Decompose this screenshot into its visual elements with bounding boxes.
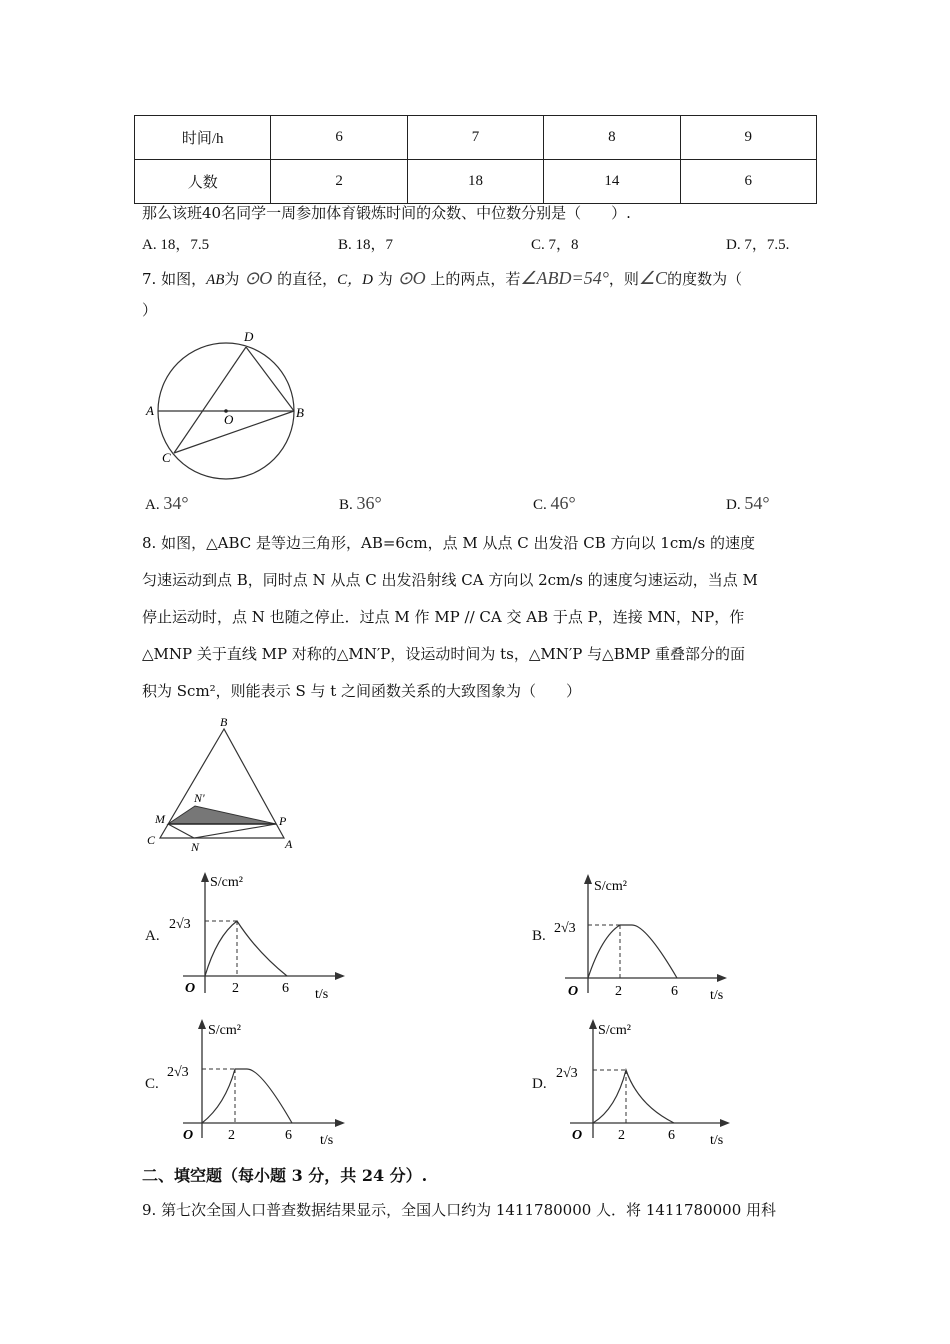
q7-option-b: [339, 493, 382, 514]
label-c: C: [162, 450, 171, 465]
q7-prefix: 7. 如图，: [142, 270, 207, 288]
y-tick-label: 2√3: [556, 1066, 578, 1081]
q6-option-c: C. 7，8: [531, 237, 579, 253]
x-tick-label: 6: [671, 984, 678, 999]
table-cell: 6: [271, 116, 407, 160]
q7-option-a: [145, 493, 189, 514]
y-axis-label: S/cm²: [210, 875, 243, 890]
q6-option-b: B. 18，7: [338, 237, 394, 253]
triangle-figure: [140, 710, 320, 860]
q9-stem: 9. 第七次全国人口普查数据结果显示，全国人口约为 1411780000 人．将 1411780000 用科: [142, 1201, 777, 1219]
q7-stem: [142, 268, 742, 290]
q7-text: ，则: [608, 270, 639, 288]
graph-option-d: [550, 1013, 745, 1148]
table-cell: 14: [544, 160, 680, 204]
q7-text: 的直径，: [277, 270, 338, 288]
x-tick-label: 6: [668, 1128, 675, 1143]
q8-stem-line1: 8. 如图，△ABC 是等边三角形，AB=6cm，点 M 从点 C 出发沿 CB 方向以 1cm/s 的速度: [142, 534, 755, 552]
circle-figure: [140, 320, 340, 490]
q8-stem-line3: 停止运动时，点 N 也随之停止．过点 M 作 MP // CA 交 AB 于点 P，连接 MN，NP，作: [142, 608, 745, 626]
label-b: B: [220, 715, 228, 729]
x-axis-label: t/s: [710, 1133, 724, 1148]
q7-stem-line2: ）: [142, 301, 158, 319]
origin-label: O: [568, 984, 579, 999]
q7-cd: C，D: [337, 272, 373, 288]
q8-stem-line5: 积为 Scm²，则能表示 S 与 t 之间函数关系的大致图象为（ ）: [142, 682, 582, 700]
x-tick-label: 2: [232, 981, 239, 996]
label-d: D: [244, 329, 254, 344]
origin-label: O: [183, 1128, 194, 1143]
table-cell: 2: [271, 160, 407, 204]
section-heading: 二、填空题（每小题 3 分，共 24 分）.: [142, 1166, 428, 1185]
q7-text: 为: [224, 270, 240, 288]
origin-label: O: [185, 981, 196, 996]
q7-ab: AB: [206, 272, 225, 288]
label-n-prime: N': [194, 791, 205, 805]
x-tick-label: 6: [285, 1128, 292, 1143]
option-letter: C.: [533, 497, 547, 513]
q8-stem-line4: △MNP 关于直线 MP 对称的△MN′P，设运动时间为 ts，△MN′P 与△BMP 重叠部分的面: [142, 645, 745, 663]
label-c: C: [147, 833, 156, 847]
option-value: 34°: [163, 493, 189, 513]
q6-option-a: A. 18，7.5: [142, 237, 210, 253]
q8-option-a-label: A.: [145, 928, 160, 944]
graph-option-c: [165, 1013, 360, 1148]
graph-option-a: [165, 868, 360, 1003]
x-tick-label: 2: [615, 984, 622, 999]
q7-option-c: [533, 493, 576, 514]
circle-o-symbol: ⊙O: [397, 268, 426, 288]
option-letter: B.: [339, 497, 353, 513]
table-row: [135, 160, 817, 204]
q7-text: 为: [377, 270, 393, 288]
q7-option-d: [726, 493, 770, 514]
label-m: M: [155, 812, 165, 826]
q7-text: 的度数为（: [667, 270, 743, 288]
y-axis-label: S/cm²: [594, 879, 627, 894]
option-value: 54°: [744, 493, 770, 513]
x-tick-label: 2: [228, 1128, 235, 1143]
table-header-cell: 人数: [135, 160, 271, 204]
graph-option-b: [550, 868, 745, 1003]
table-cell: 18: [407, 160, 543, 204]
angle-c: ∠C: [638, 268, 668, 288]
angle-abd: ∠ABD=54°: [520, 268, 609, 288]
y-axis-label: S/cm²: [598, 1023, 631, 1038]
label-a: A: [285, 837, 293, 851]
x-axis-label: t/s: [320, 1133, 334, 1148]
q8-option-d-label: D.: [532, 1076, 547, 1092]
table-row: [135, 116, 817, 160]
option-letter: D.: [726, 497, 741, 513]
label-a: A: [146, 403, 154, 418]
y-tick-label: 2√3: [554, 921, 576, 936]
circle-o-symbol: ⊙O: [244, 268, 273, 288]
y-tick-label: 2√3: [169, 917, 191, 932]
table-cell: 7: [407, 116, 543, 160]
x-tick-label: 2: [618, 1128, 625, 1143]
q6-option-d: D. 7，7.5.: [726, 237, 790, 253]
table-cell: 6: [680, 160, 816, 204]
option-letter: A.: [145, 497, 160, 513]
label-n: N: [191, 840, 200, 854]
x-axis-label: t/s: [315, 987, 329, 1002]
y-axis-label: S/cm²: [208, 1023, 241, 1038]
q8-option-b-label: B.: [532, 928, 546, 944]
label-o: O: [224, 412, 234, 427]
frequency-table: [134, 115, 817, 204]
q8-option-c-label: C.: [145, 1076, 159, 1092]
table-cell: 9: [680, 116, 816, 160]
label-p: P: [279, 814, 287, 828]
table-cell: 8: [544, 116, 680, 160]
q7-text: 上的两点，若: [430, 270, 521, 288]
option-value: 46°: [550, 493, 576, 513]
q6-stem: 那么该班40名同学一周参加体育锻炼时间的众数、中位数分别是（ ）.: [142, 204, 631, 222]
y-tick-label: 2√3: [167, 1065, 189, 1080]
label-b: B: [296, 405, 304, 420]
x-axis-label: t/s: [710, 988, 724, 1003]
option-value: 36°: [356, 493, 382, 513]
q8-stem-line2: 匀速运动到点 B，同时点 N 从点 C 出发沿射线 CA 方向以 2cm/s 的速度匀速运动，当点 M: [142, 571, 758, 589]
table-header-cell: 时间/h: [135, 116, 271, 160]
origin-label: O: [572, 1128, 583, 1143]
x-tick-label: 6: [282, 981, 289, 996]
